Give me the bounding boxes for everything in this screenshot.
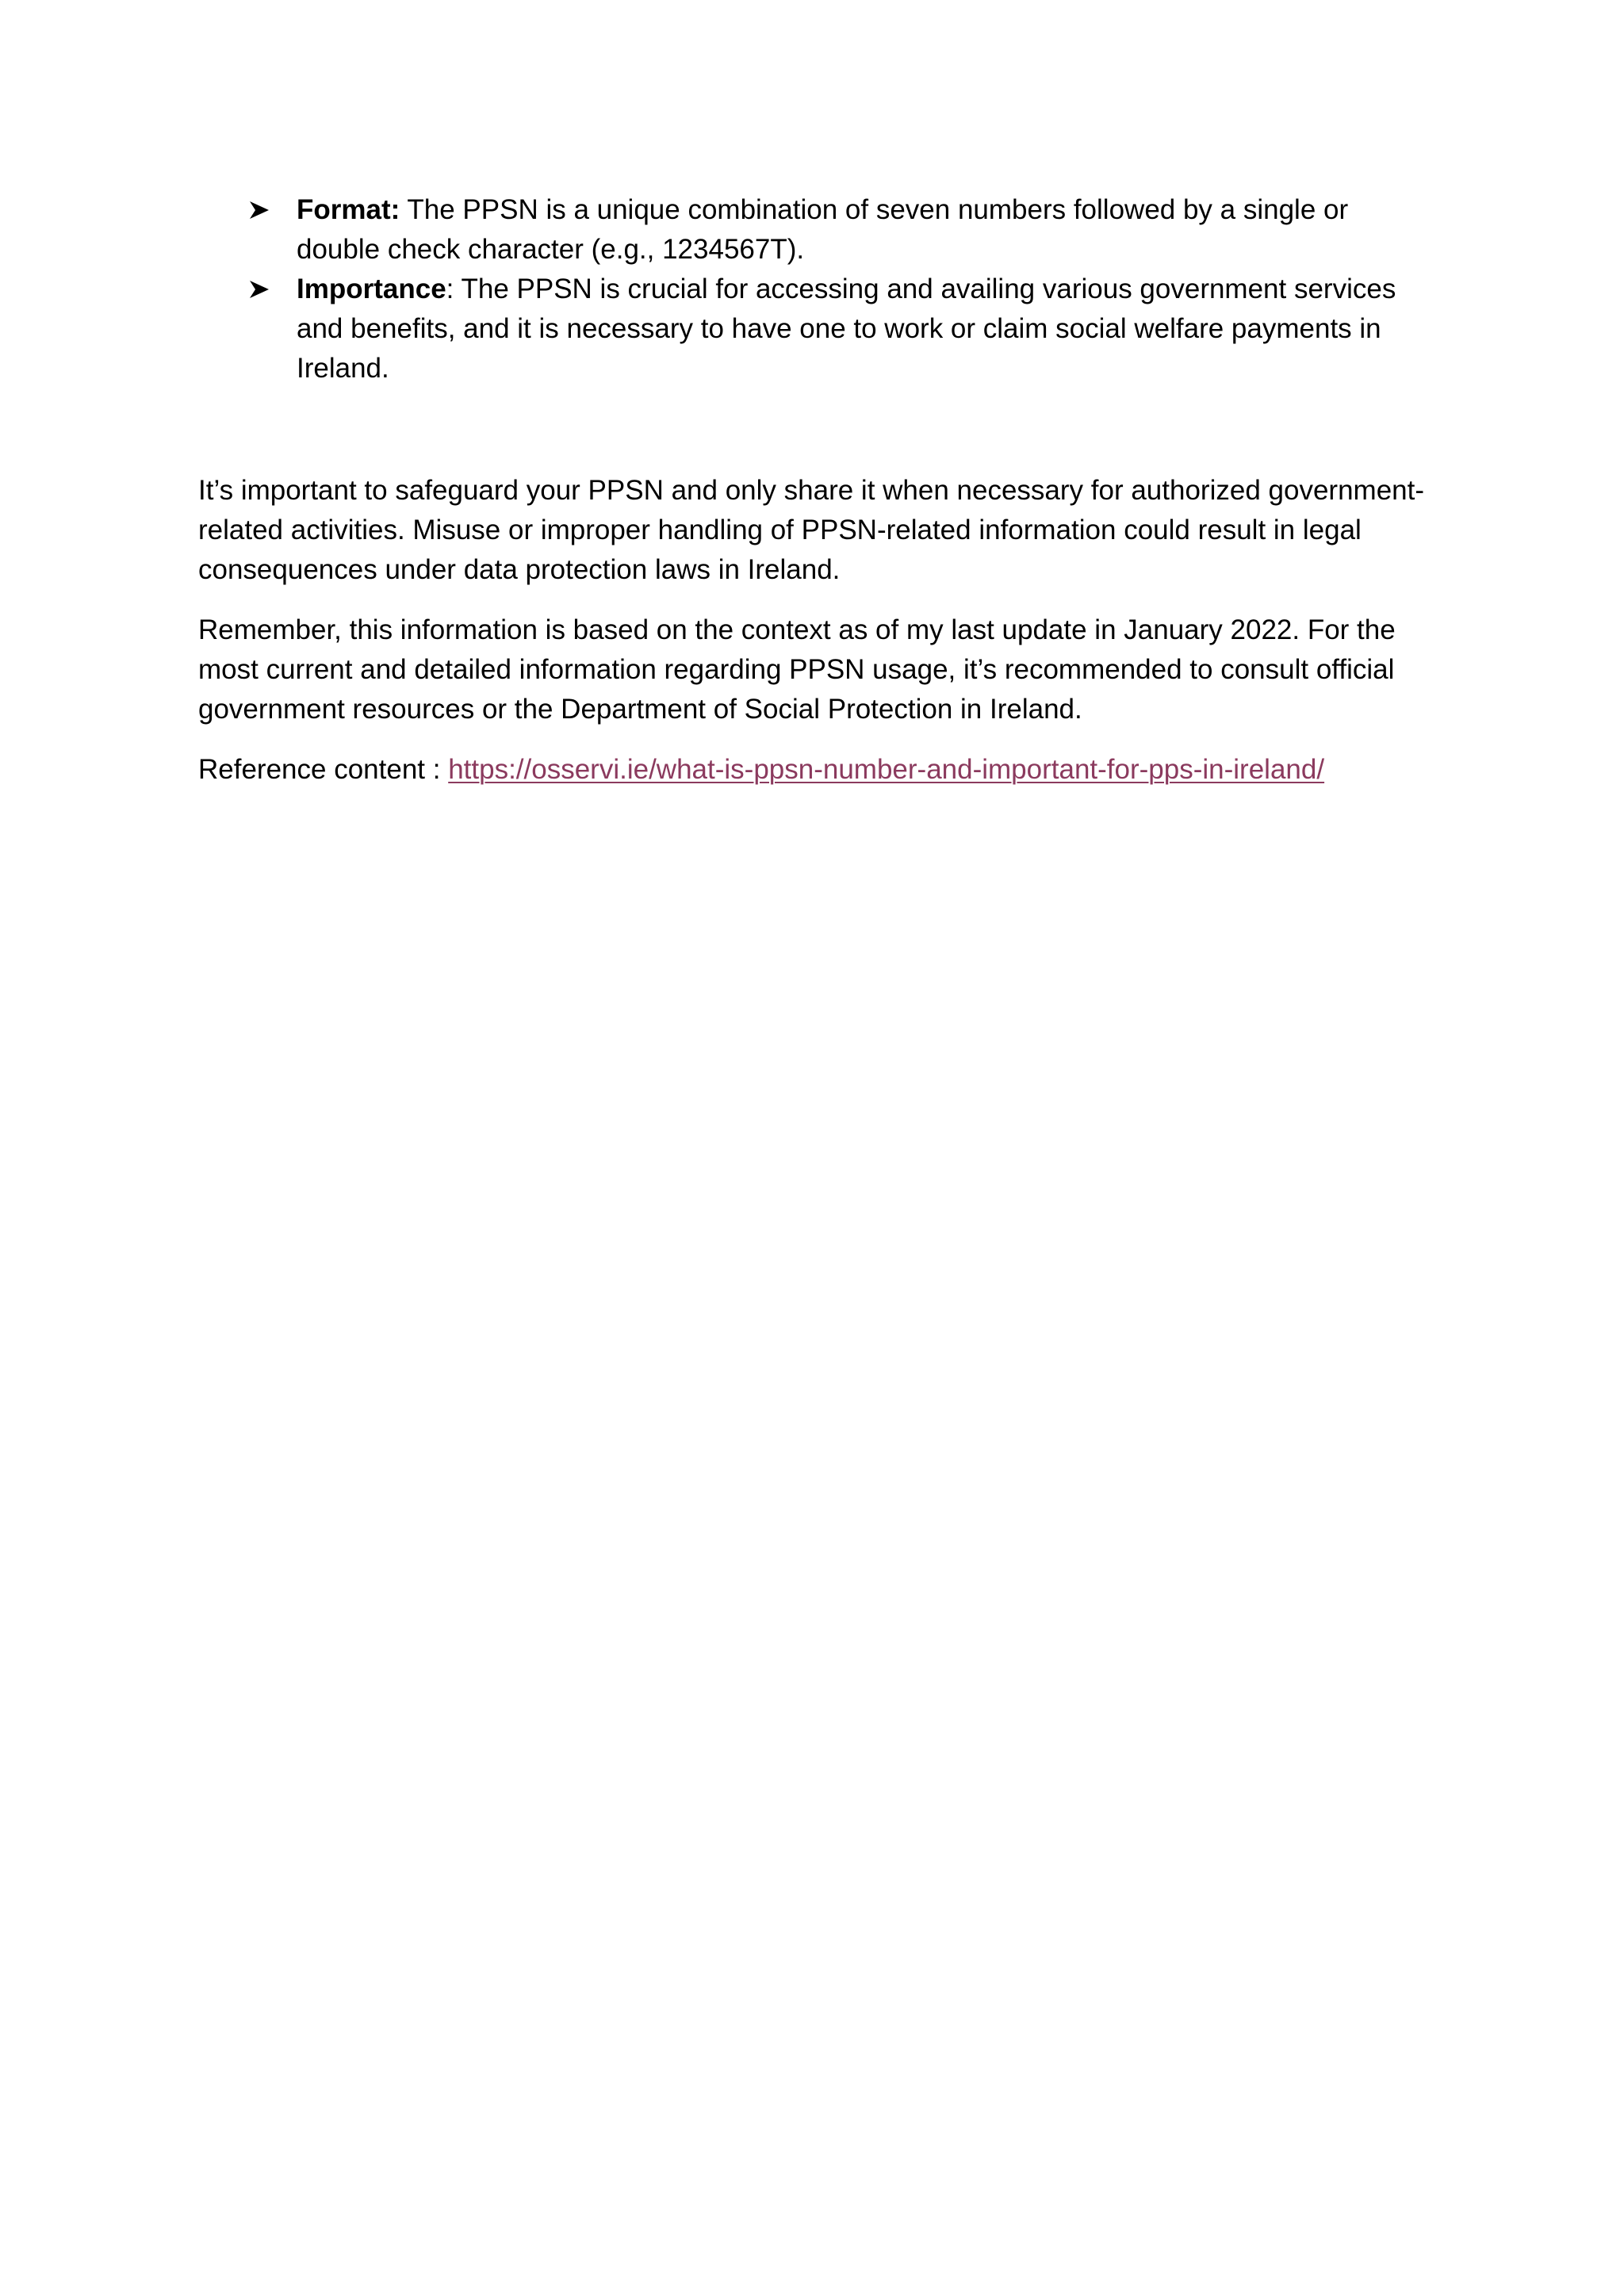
bullet-text: The PPSN is a unique combination of seven numbers followed by a single or double check character (e.g., 1234567T).: [297, 194, 1349, 265]
bullet-item-importance: [198, 270, 1435, 388]
arrowhead-bullet-icon: [249, 200, 270, 220]
reference-link[interactable]: https://osservi.ie/what-is-ppsn-number-and-important-for-pps-in-ireland/: [448, 754, 1325, 785]
bullet-list: [198, 190, 1435, 388]
document-content: [198, 190, 1435, 790]
paragraph-remember: Remember, this information is based on the context as of my last update in January 2022. For the most current and detailed information regarding PPSN usage, it’s recommended to consult official government resources or the Department of Social Protection in Ireland.: [198, 614, 1396, 725]
bullet-term: Importance: [297, 274, 446, 304]
reference-label: Reference content :: [198, 754, 449, 785]
bullet-term: Format:: [297, 194, 400, 225]
paragraph-safeguard: It’s important to safeguard your PPSN and only share it when necessary for authorized government-related activities. Misuse or improper handling of PPSN-related information could result in legal consequences under data protection laws in Ireland.: [198, 475, 1424, 585]
arrowhead-bullet-icon: [249, 279, 270, 300]
bullet-item-format: [198, 190, 1435, 270]
reference-line: [198, 750, 1435, 790]
bullet-text: : The PPSN is crucial for accessing and availing various government services and benefits, and it is necessary to have one to work or claim social welfare payments in Ireland.: [297, 274, 1396, 384]
